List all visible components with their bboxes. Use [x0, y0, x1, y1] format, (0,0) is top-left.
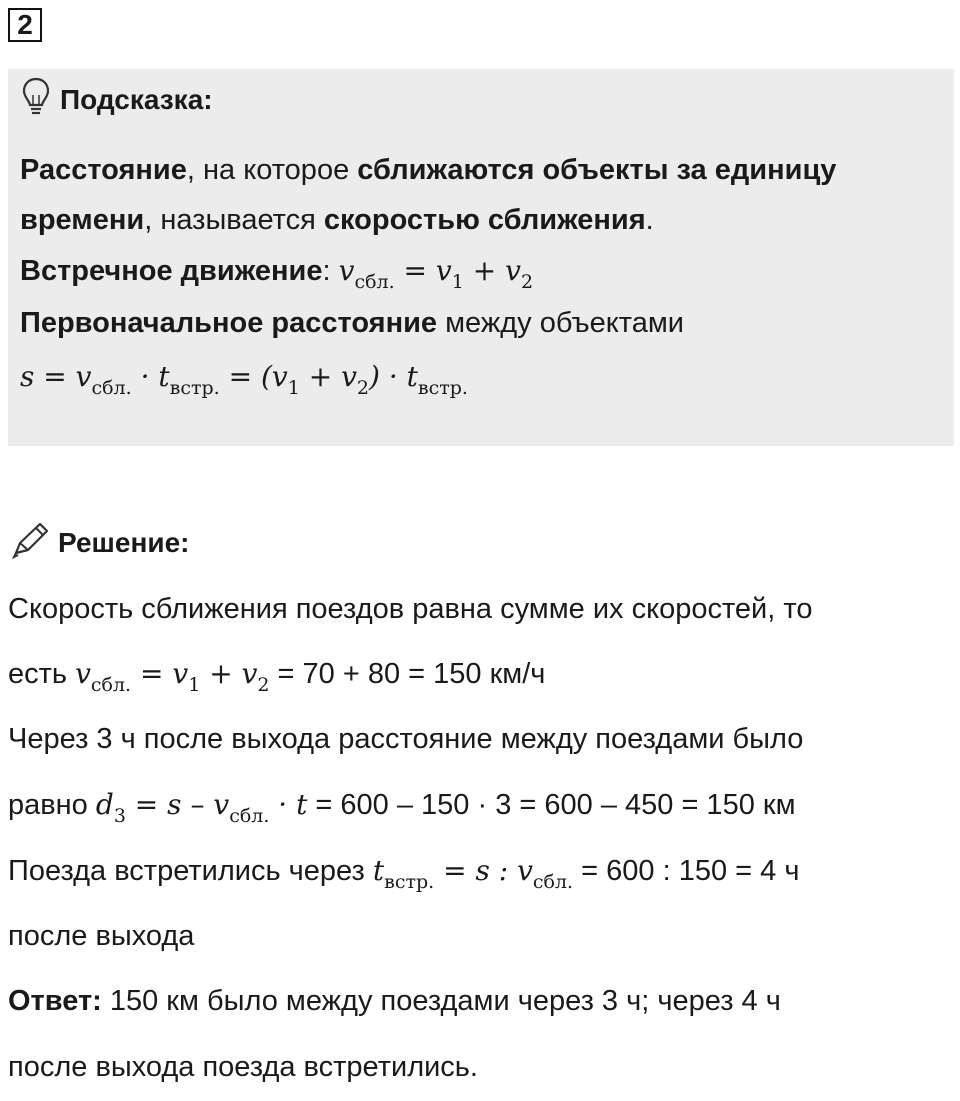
hint-text: между объектами [437, 307, 684, 339]
solution-line: равно $d_3 = s - v_{сбл.} \cdot t = 600 - 150 \cdot 3 = 600 - 450 = 150$ км [8, 788, 796, 827]
formula-closing-speed: $v_{сбл.} = v_1 + v_2$ [338, 254, 534, 293]
solution-body [8, 576, 950, 1100]
pencil-icon [10, 521, 50, 566]
hint-term: скоростью сближения [323, 204, 646, 236]
hint-title: Подсказка: [60, 84, 213, 115]
formula-distance-after-3h: $d_3 = s - v_{сбл.} \cdot t$ [95, 788, 308, 827]
answer-label: Ответ: [8, 985, 102, 1017]
hint-line-2 [20, 195, 940, 245]
hint-line-3 [20, 245, 940, 297]
hint-text: , на которое [186, 154, 358, 186]
lightbulb-icon [22, 77, 50, 124]
hint-text: . [645, 204, 654, 236]
hint-term: времени [20, 204, 145, 236]
formula-sum-speed: $v_{сбл.} = v_1 + v_2$ [75, 657, 270, 696]
answer-line: после выхода поезда встретились. [8, 1051, 478, 1083]
formula-meeting-time: $t_{встр.} = s$ : $v_{сбл.}$ [372, 854, 574, 893]
solution-line: есть $v_{сбл.} = v_1 + v_2 = 70 + 80 = 150$ км/ч [8, 657, 546, 696]
solution-header [10, 524, 189, 562]
solution-line: Через 3 ч после выхода расстояние между поездами было [8, 723, 804, 755]
hint-term: Первоначальное расстояние [20, 307, 438, 339]
solution-line: Скорость сближения поездов равна сумме их скоростей, то [8, 593, 813, 625]
answer-line: Ответ: 150 км было между поездами через 3 ч; через 4 ч [8, 985, 781, 1017]
hint-term: Расстояние [20, 154, 187, 186]
hint-term: сближаются объекты за единицу [357, 154, 837, 186]
hint-line-5 [20, 349, 940, 405]
hint-term: Встречное движение [20, 255, 323, 287]
solution-line: после выхода [8, 920, 195, 952]
hint-body [20, 145, 940, 405]
hint-line-4 [20, 297, 940, 349]
hint-text: , называется [144, 204, 324, 236]
hint-text: : [322, 255, 339, 287]
solution-line: Поезда встретились через $t_{встр.} = s$ : $v_{сбл.} = 600$ : 150 = 4 ч [8, 854, 800, 893]
hint-panel [8, 69, 954, 446]
formula-initial-distance: $s = v_{сбл.} \cdot t_{встр.} = (v_1 + v_2) \cdot t_{встр.}$ [20, 360, 468, 399]
hint-line-1 [20, 145, 940, 195]
task-number: 2 [8, 8, 42, 42]
solution-title: Решение: [58, 527, 190, 558]
hint-header [22, 83, 213, 117]
